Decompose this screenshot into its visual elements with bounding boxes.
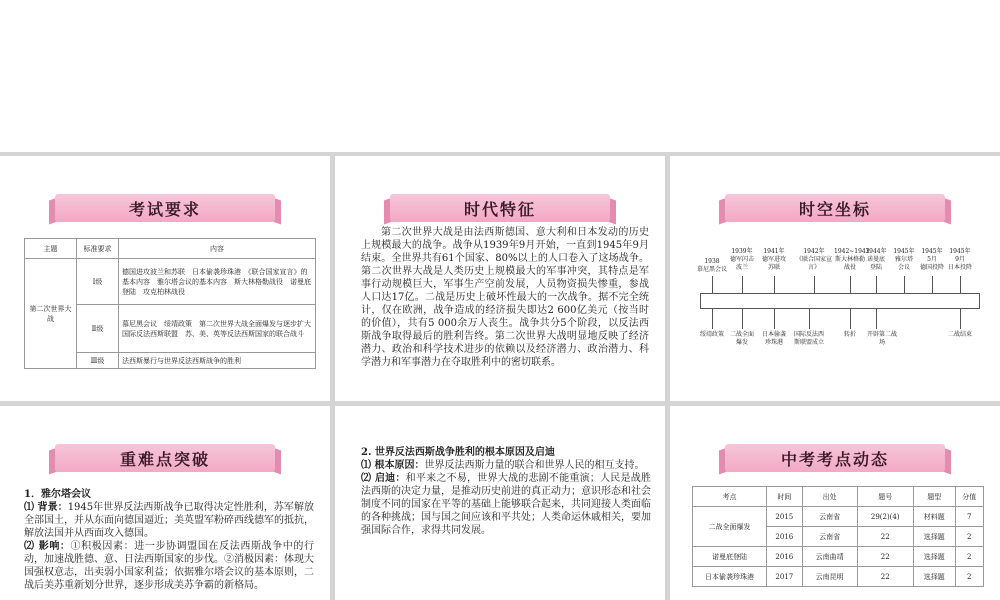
- timeline-event: 慕尼黑会议: [696, 266, 727, 273]
- table-cell: 选择题: [913, 547, 955, 567]
- timeline-event: 斯大林格勒战役: [834, 256, 865, 271]
- section-heading: 1．雅尔塔会议: [24, 489, 91, 500]
- timeline-bottom-label: 国际反法西斯联盟成立: [793, 331, 824, 346]
- timeline-label: [920, 248, 944, 272]
- timeline-label: [948, 248, 972, 272]
- slide-exam-requirements[interactable]: [0, 156, 330, 401]
- timeline-year: 1938: [704, 258, 720, 265]
- table-cell: 2016: [767, 527, 803, 547]
- table-cell: 29(2)(4): [857, 507, 913, 527]
- slide-victory-reasons[interactable]: [335, 406, 665, 600]
- timeline-year: 1942年: [803, 248, 825, 255]
- content-cell: 慕尼黑会议 绥靖政策 第二次世界大战全面爆发与逐步扩大 国际反法西斯联盟 苏、美、英等反法西斯国家的联合战斗: [119, 305, 316, 353]
- timeline-tick: [850, 309, 851, 329]
- key-point-paragraph: [24, 501, 314, 540]
- table-cell: 日本偷袭珍珠港: [693, 567, 767, 587]
- key-point-content: [24, 488, 314, 592]
- slide-timeline[interactable]: [670, 156, 1000, 401]
- slide-title: 重难点突破: [119, 449, 210, 469]
- title-banner: [725, 194, 945, 222]
- timeline-year: 1944年: [865, 248, 887, 255]
- timeline-event: 诺曼底登陆: [866, 256, 885, 271]
- slide-title: 时空坐标: [798, 199, 871, 219]
- table-cell: 2: [955, 547, 983, 567]
- slide-exam-trends[interactable]: [670, 406, 1000, 600]
- title-banner: [55, 194, 275, 222]
- timeline-bottom-label: 绥靖政策: [699, 331, 724, 338]
- timeline-bottom-label: 二战结束: [947, 331, 972, 338]
- timeline-tick: [742, 276, 743, 293]
- timeline-event: 德军进攻苏联: [762, 256, 787, 271]
- timeline-bottom-label: 二战全面爆发: [730, 331, 755, 346]
- timeline-tick: [960, 276, 961, 293]
- timeline-tick: [774, 276, 775, 293]
- slide-era-features[interactable]: [335, 156, 665, 401]
- timeline-tick: [932, 276, 933, 293]
- timeline-year: 1945年5月: [921, 248, 943, 263]
- timeline-event: 《联合国家宣言》: [796, 256, 833, 271]
- timeline-year: 1941年: [763, 248, 785, 255]
- timeline-tick: [876, 276, 877, 293]
- table-cell: 云南昆明: [802, 567, 857, 587]
- table-row: [693, 547, 984, 567]
- timeline-bottom-label: 开辟第二战场: [867, 331, 898, 346]
- table-header: 时间: [767, 487, 803, 507]
- table-cell: 2017: [767, 567, 803, 587]
- slide-title: 中考考点动态: [780, 449, 889, 469]
- timeline-bar: [700, 293, 980, 309]
- table-row: [693, 567, 984, 587]
- table-cell: 云南曲靖: [802, 547, 857, 567]
- table-cell: 选择题: [913, 567, 955, 587]
- table-header: 出处: [802, 487, 857, 507]
- timeline-label: [834, 248, 870, 272]
- content-cell: 德国进攻波兰和苏联 日本偷袭珍珠港 《联合国家宣言》的基本内容 雅尔塔会议的基本内容 斯大林格勒战役 诺曼底登陆 攻克柏林战役: [119, 259, 316, 305]
- table-cell: 二战全面爆发: [693, 507, 767, 547]
- timeline-label: [762, 248, 786, 272]
- timeline-year: 1945年: [893, 248, 915, 255]
- table-cell: 云南省: [802, 527, 857, 547]
- table-header: 题型: [913, 487, 955, 507]
- table-header: 内容: [119, 239, 316, 259]
- table-cell: 材料题: [913, 507, 955, 527]
- timeline-tick: [712, 309, 713, 329]
- timeline-year: 1942~1943: [834, 248, 870, 255]
- paragraph-label: ⑴ 背景：: [24, 502, 68, 513]
- timeline-label: [893, 248, 915, 272]
- timeline-bottom-label: 转折: [843, 331, 856, 338]
- table-cell: 2: [955, 567, 983, 587]
- timeline-event: 德国投降: [920, 264, 945, 271]
- slide-key-points[interactable]: [0, 406, 330, 600]
- paragraph-label: ⑴ 根本原因：: [361, 460, 425, 471]
- timeline-label: [692, 258, 732, 274]
- table-cell: 22: [857, 547, 913, 567]
- section-heading: 2. 世界反法西斯战争胜利的根本原因及启迪: [361, 447, 555, 458]
- table-header: 标准要求: [77, 239, 119, 259]
- table-cell: 7: [955, 507, 983, 527]
- table-cell: 22: [857, 567, 913, 587]
- timeline-label: [865, 248, 887, 272]
- timeline-tick: [742, 309, 743, 329]
- timeline-event: 日本投降: [948, 264, 973, 271]
- key-point-paragraph: [24, 540, 314, 592]
- table-cell: 云南省: [802, 507, 857, 527]
- requirements-table: [24, 238, 316, 369]
- victory-paragraph: [361, 459, 651, 472]
- timeline-tick: [712, 276, 713, 293]
- table-row: [693, 507, 984, 527]
- table-cell: 2015: [767, 507, 803, 527]
- level-cell: Ⅰ级: [77, 259, 119, 305]
- level-cell: Ⅲ级: [77, 353, 119, 369]
- timeline-label: [730, 248, 754, 272]
- slide-title: 考试要求: [128, 199, 201, 219]
- content-cell: 法西斯暴行与世界反法西斯战争的胜利: [119, 353, 316, 369]
- level-cell: Ⅱ级: [77, 305, 119, 353]
- victory-content: [361, 446, 651, 537]
- table-header: 分值: [955, 487, 983, 507]
- era-text: 第二次世界大战是由法西斯德国、意大利和日本发动的历史上规模最大的战争。战争从1939年9月开始，一直到1945年9月结束。全世界共有61个国家、80%以上的人口卷入了这场战争。第二次世界大战是人类历史上规模最大的军事冲突，其特点是军事行动规模巨大，军事生产空前发展，人员物资损失惨重，参战人口达17亿。二战是历史上破坏性最大的一次战争。据不完全统计，仅在欧洲，战争造成的经济损失即达2 600亿美元（按当时的价值），共有5 000余万人丧生。战争共分5个阶段，以反法西斯战争取得最后的胜利告终。第二次世界大战明显地反映了经济潜力、政治和科学技术进步的依赖以及经济潜力、政治潜力、科学潜力和军事潜力在夺取胜利中的密切联系。: [361, 227, 649, 368]
- timeline: [694, 236, 994, 366]
- paragraph-text: ①积极因素：进一步协调盟国在反法西斯战争中的行动，加速战胜德、意、日法西斯国家的步伐。②消极因素：体现大国强权意志，出卖弱小国家利益；依据雅尔塔会议的基本原则，二战后美苏重新划分世界，逐步形成美苏争霸的新格局。: [24, 541, 315, 591]
- table-cell: 诺曼底登陆: [693, 547, 767, 567]
- paragraph-text: 和平来之不易，世界大战的悲剧不能重演；人民是战胜法西斯的决定力量，是推动历史前进的真正动力；意识形态和社会制度不同的国家在平等的基础上能够联合起来，共同迎接人类面临的各种挑战；国与国之间应该和平共处；人类命运休戚相关，要加强国际合作，求得共同发展。: [361, 473, 652, 536]
- timeline-tick: [904, 276, 905, 293]
- timeline-tick: [774, 309, 775, 329]
- table-cell: 2: [955, 527, 983, 547]
- table-cell: 2016: [767, 547, 803, 567]
- timeline-year: 1939年: [731, 248, 753, 255]
- timeline-tick: [960, 309, 961, 329]
- title-banner: [55, 444, 275, 472]
- timeline-tick: [809, 309, 810, 329]
- topic-cell: 第二次世界大战: [25, 259, 77, 369]
- slide-title: 时代特征: [463, 199, 536, 219]
- table-cell: 22: [857, 527, 913, 547]
- title-banner: [390, 194, 610, 222]
- paragraph-label: ⑵ 启迪：: [361, 473, 406, 484]
- exam-trends-table: [692, 486, 984, 587]
- table-header: 题号: [857, 487, 913, 507]
- victory-paragraph: [361, 472, 651, 537]
- table-cell: 选择题: [913, 527, 955, 547]
- timeline-event: 德军闪击波兰: [730, 256, 755, 271]
- paragraph-text: 世界反法西斯力量的联合和世界人民的相互支持。: [424, 460, 645, 471]
- title-banner: [725, 444, 945, 472]
- timeline-event: 雅尔塔会议: [894, 256, 913, 271]
- table-header: 主题: [25, 239, 77, 259]
- timeline-bottom-label: 日本偷袭珍珠港: [761, 331, 786, 346]
- paragraph-text: 1945年世界反法西斯战争已取得决定性胜利，苏军解放全部国土，并从东面向德国逼近；美英盟军粉碎西线德军的抵抗，解放法国并从西面攻入德国。: [24, 502, 315, 539]
- timeline-tick: [850, 276, 851, 293]
- timeline-tick: [876, 309, 877, 329]
- timeline-tick: [814, 276, 815, 293]
- paragraph-label: ⑵ 影响：: [24, 541, 71, 552]
- timeline-label: [796, 248, 832, 272]
- timeline-year: 1945年9月: [949, 248, 971, 263]
- table-header: 考点: [693, 487, 767, 507]
